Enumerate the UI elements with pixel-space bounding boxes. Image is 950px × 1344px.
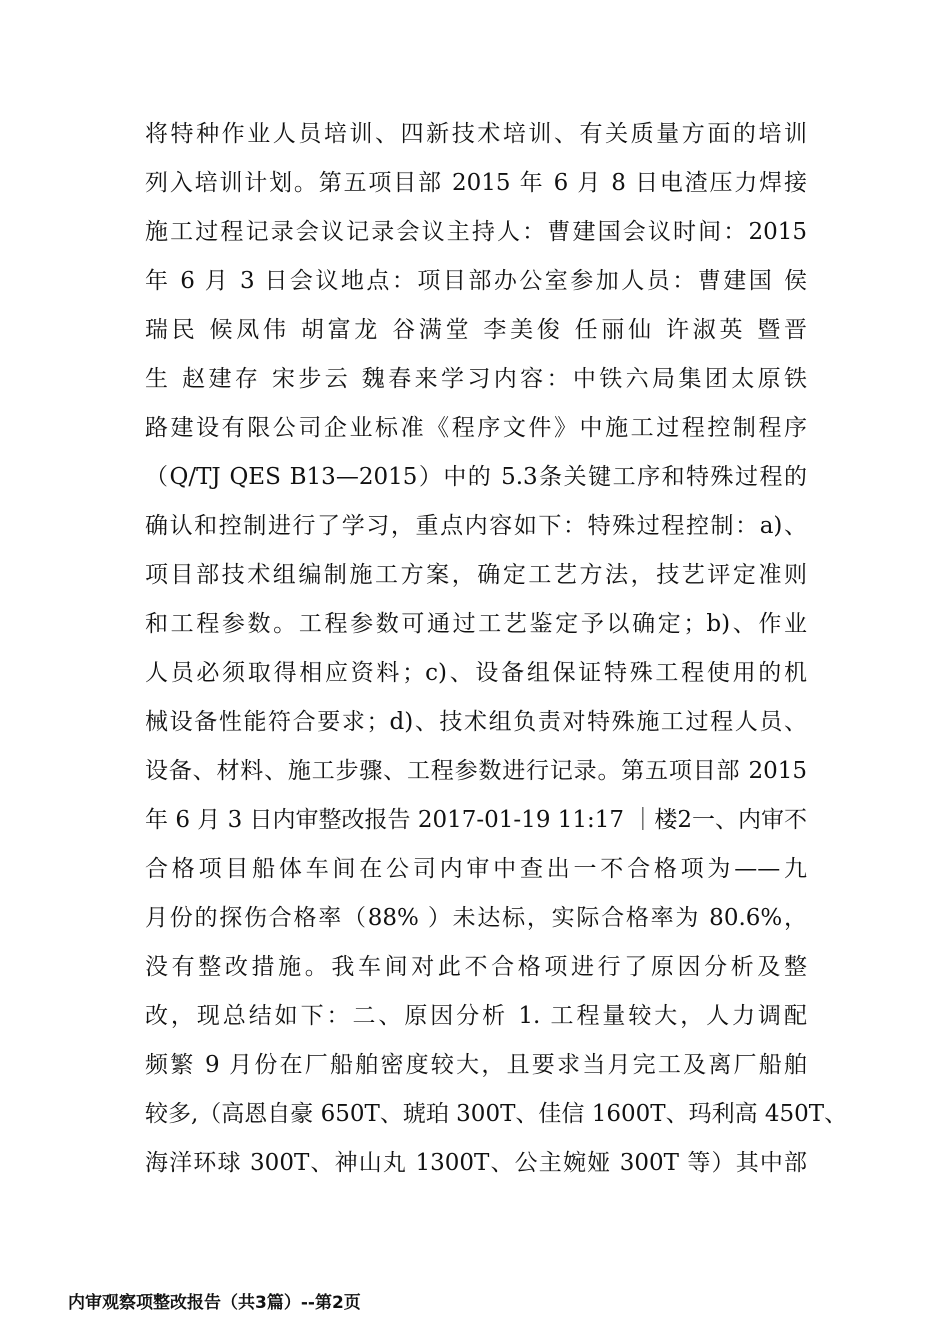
text-line: 械设备性能符合要求；d)、技术组负责对特殊施工过程人员、 (145, 709, 807, 735)
text-line: 没有整改措施。我车间对此不合格项进行了原因分析及整 (145, 954, 807, 980)
text-line: 年 6 月 3 日内审整改报告 2017-01-19 11:17 ｜楼2一、内审不 (145, 807, 807, 833)
text-line: （Q/TJ QES B13—2015）中的 5.3条关键工序和特殊过程的 (145, 464, 807, 490)
text-line: 生 赵建存 宋步云 魏春来学习内容：中铁六局集团太原铁 (145, 366, 807, 392)
text-line: 瑞民 候凤伟 胡富龙 谷满堂 李美俊 任丽仙 许淑英 暨晋 (145, 317, 807, 343)
text-line: 列入培训计划。第五项目部 2015 年 6 月 8 日电渣压力焊接 (145, 170, 807, 196)
text-line: 改，现总结如下：二、原因分析 1. 工程量较大，人力调配 (145, 1003, 807, 1029)
text-line: 项目部技术组编制施工方案，确定工艺方法，技艺评定准则 (145, 562, 807, 588)
document-body (145, 110, 848, 1188)
text-line: 和工程参数。工程参数可通过工艺鉴定予以确定；b)、作业 (145, 611, 807, 637)
text-line: 月份的探伤合格率（88% ）未达标，实际合格率为 80.6%， (145, 905, 807, 931)
text-line: 确认和控制进行了学习，重点内容如下：特殊过程控制：a)、 (145, 513, 807, 539)
text-line: 人员必须取得相应资料；c)、设备组保证特殊工程使用的机 (145, 660, 807, 686)
text-line: 较多,（高恩自豪 650T、琥珀 300T、佳信 1600T、玛利高 450T、 (145, 1101, 848, 1127)
text-line: 年 6 月 3 日会议地点：项目部办公室参加人员：曹建国 侯 (145, 268, 807, 294)
text-line: 施工过程记录会议记录会议主持人：曹建国会议时间：2015 (145, 219, 807, 245)
text-line: 设备、材料、施工步骤、工程参数进行记录。第五项目部 2015 (145, 758, 807, 784)
text-line: 路建设有限公司企业标准《程序文件》中施工过程控制程序 (145, 415, 807, 441)
page-footer: 内审观察项整改报告（共3篇）--第2页 (68, 1293, 361, 1313)
text-line: 将特种作业人员培训、四新技术培训、有关质量方面的培训 (145, 121, 807, 147)
text-line: 海洋环球 300T、神山丸 1300T、公主婉娅 300T 等）其中部 (145, 1150, 807, 1176)
text-line: 合格项目船体车间在公司内审中查出一不合格项为——九 (145, 856, 807, 882)
text-line: 频繁 9 月份在厂船舶密度较大，且要求当月完工及离厂船舶 (145, 1052, 807, 1078)
